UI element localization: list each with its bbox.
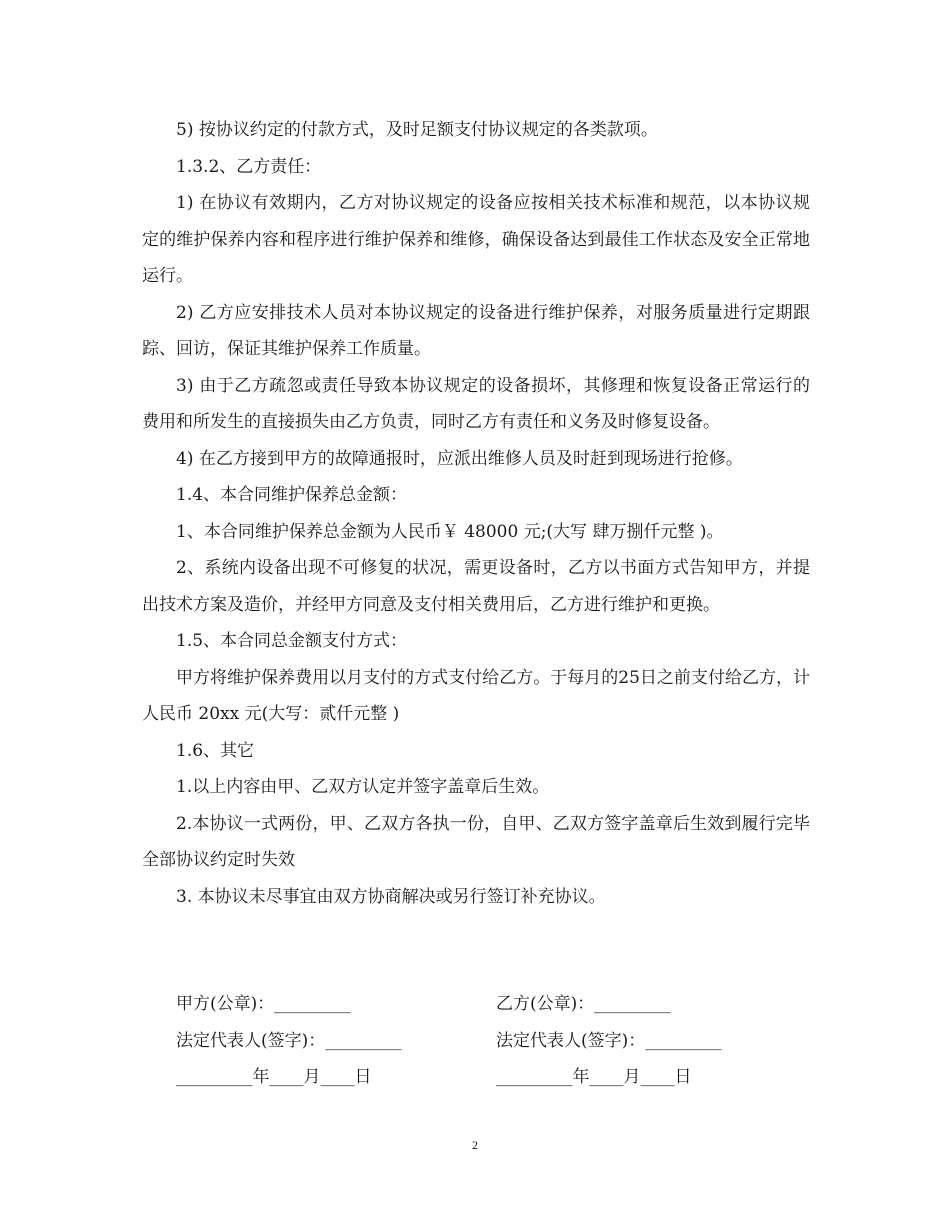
party-a-representative-line: 法定代表人(签字)：_________ bbox=[176, 1030, 402, 1051]
party-b-date-line: _________年____月____日 bbox=[496, 1067, 692, 1087]
paragraph: 2) 乙方应安排技术人员对本协议规定的设备进行维护保养，对服务质量进行定期跟踪、回访，保证其维护保养工作质量。 bbox=[142, 302, 810, 359]
paragraph: 1.以上内容由甲、乙双方认定并签字盖章后生效。 bbox=[176, 777, 550, 797]
paragraph: 甲方将维护保养费用以月支付的方式支付给乙方。于每月的25日之前支付给乙方，计人民币 20xx 元(大写：贰仟元整 ) bbox=[142, 667, 810, 724]
party-a-seal-line: 甲方(公章)：_________ bbox=[176, 994, 351, 1014]
signature-row-seal bbox=[176, 986, 816, 1023]
party-b-representative-line: 法定代表人(签字)：_________ bbox=[496, 1030, 722, 1051]
section-heading: 1.3.2、乙方责任： bbox=[176, 156, 322, 177]
contract-body bbox=[142, 112, 810, 915]
paragraph: 3) 由于乙方疏忽或责任导致本协议规定的设备损坏，其修理和恢复设备正常运行的费用和所发生的直接损失由乙方负责，同时乙方有责任和义务及时修复设备。 bbox=[142, 375, 810, 432]
paragraph: 2、系统内设备出现不可修复的状况，需更设备时，乙方以书面方式告知甲方，并提出技术方案及造价，并经甲方同意及支付相关费用后，乙方进行维护和更换。 bbox=[142, 558, 810, 615]
paragraph: 1、本合同维护保养总金额为人民币￥ 48000 元;(大写 肆万捌仟元整 )。 bbox=[176, 521, 724, 542]
paragraph: 3. 本协议未尽事宜由双方协商解决或另行签订补充协议。 bbox=[176, 886, 606, 907]
section-heading: 1.6、其它 bbox=[176, 740, 255, 761]
paragraph: 4) 在乙方接到甲方的故障通报时，应派出维修人员及时赶到现场进行抢修。 bbox=[176, 448, 743, 469]
signature-row-date bbox=[176, 1059, 816, 1096]
section-heading: 1.4、本合同维护保养总金额： bbox=[176, 485, 408, 505]
party-a-date-line: _________年____月____日 bbox=[176, 1067, 372, 1087]
party-b-seal-line: 乙方(公章)：_________ bbox=[496, 994, 671, 1014]
signature-row-representative bbox=[176, 1023, 816, 1060]
page-number: 2 bbox=[472, 1138, 478, 1152]
section-heading: 1.5、本合同总金额支付方式： bbox=[176, 631, 408, 651]
paragraph: 2.本协议一式两份，甲、乙双方各执一份，自甲、乙双方签字盖章后生效到履行完毕全部协议约定时失效 bbox=[142, 813, 810, 870]
signature-block bbox=[176, 986, 816, 1096]
paragraph: 5) 按协议约定的付款方式，及时足额支付协议规定的各类款项。 bbox=[176, 120, 658, 140]
paragraph: 1) 在协议有效期内，乙方对协议规定的设备应按相关技术标准和规范，以本协议规定的维护保养内容和程序进行维护保养和维修，确保设备达到最佳工作状态及安全正常地运行。 bbox=[142, 193, 810, 286]
